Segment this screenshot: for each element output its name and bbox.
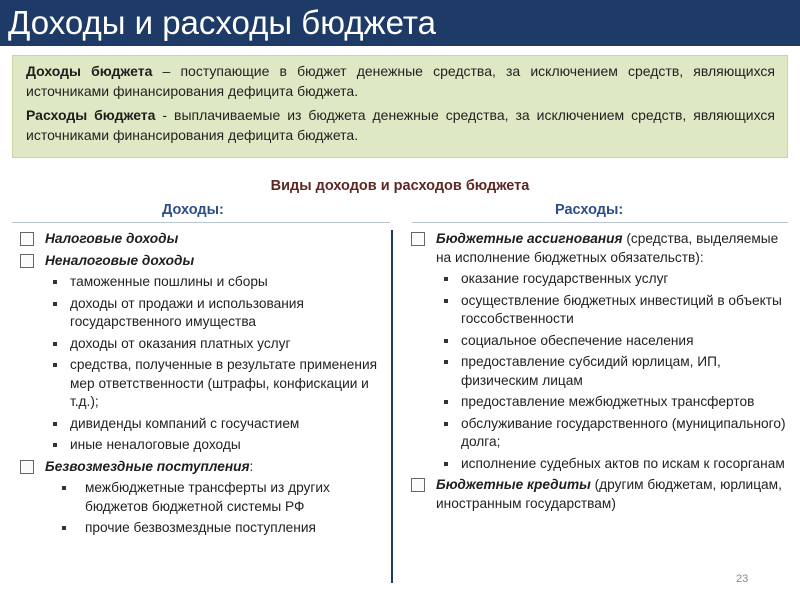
expense-definition-text: - выплачиваемые из бюджета денежные средства, за исключением средств, являющихся источниками финансирования дефицита бюджета. (26, 107, 775, 143)
list-item-text: межбюджетные трансферты из других бюджетов бюджетной системы РФ (85, 480, 330, 514)
page-title: Доходы и расходы бюджета (8, 4, 436, 41)
income-heading: Доходы: (162, 202, 224, 218)
list-item (411, 353, 794, 390)
list-item-text: осуществление бюджетных инвестиций в объекты госсобственности (461, 292, 782, 326)
section-title: Виды доходов и расходов бюджета (270, 178, 530, 194)
bullet-icon (53, 443, 57, 447)
definitions-box (12, 55, 788, 158)
income-category-label: Налоговые доходы (45, 231, 179, 246)
expense-category-note: (средства, выделяемые на исполнение бюджетных обязательств): (436, 231, 779, 265)
list-item-text: предоставление субсидий юрлицам, ИП, физическим лицам (461, 354, 721, 388)
income-term: Доходы бюджета (26, 63, 153, 79)
checkbox-icon (20, 232, 34, 246)
expense-term: Расходы бюджета (26, 107, 156, 123)
bullet-icon (444, 339, 448, 343)
income-definition (26, 61, 775, 101)
list-item-text: исполнение судебных актов по искам к госорганам (461, 455, 785, 471)
bullet-icon (53, 302, 57, 306)
expense-definition (26, 105, 775, 145)
title-bar (0, 0, 800, 46)
list-item-text: прочие безвозмездные поступления (85, 520, 316, 535)
bullet-icon (444, 360, 448, 364)
page-number: 23 (736, 573, 749, 585)
income-category-label: Неналоговые доходы (45, 252, 195, 268)
list-item-text: доходы от продажи и использования государственного имущества (70, 295, 304, 329)
bullet-icon (62, 486, 66, 490)
list-item (20, 519, 380, 538)
list-item-text: оказание государственных услуг (461, 271, 669, 286)
list-item (411, 455, 794, 474)
expense-category-label: Бюджетные кредиты (436, 477, 591, 492)
bullet-icon (53, 280, 57, 284)
bullet-icon (444, 299, 448, 303)
list-item-text: обслуживание государственного (муниципального) долга; (461, 415, 786, 449)
expense-category-note: (другим бюджетам, юрлицам, иностранным государствам) (436, 477, 782, 511)
income-category-label: Безвозмездные поступления (45, 458, 250, 474)
bullet-icon (444, 277, 448, 281)
list-item (20, 295, 380, 332)
list-item (20, 273, 380, 292)
list-item-text: иные неналоговые доходы (70, 437, 241, 452)
bullet-icon (62, 526, 66, 530)
income-category-nontax (20, 252, 380, 271)
checkbox-icon (411, 478, 425, 492)
list-item (411, 393, 794, 412)
bullet-icon (444, 400, 448, 404)
expense-heading-rule (412, 222, 788, 223)
income-category-suffix: : (249, 458, 254, 474)
list-item (411, 270, 794, 289)
income-heading-rule (12, 222, 390, 223)
income-category-gratuitous (20, 458, 380, 477)
list-item (20, 335, 380, 354)
income-category-tax (20, 230, 380, 249)
list-item-text: доходы от оказания платных услуг (70, 335, 291, 351)
column-divider (391, 230, 393, 583)
expense-category-appropriations (411, 230, 794, 267)
list-item (20, 415, 380, 434)
checkbox-icon (20, 460, 34, 474)
list-item (411, 292, 794, 329)
list-item (20, 436, 380, 455)
list-item-text: дивиденды компаний с госучастием (70, 415, 300, 431)
bullet-icon (53, 342, 57, 346)
list-item (20, 356, 380, 412)
checkbox-icon (411, 232, 425, 246)
list-item (20, 479, 380, 516)
list-item (411, 332, 794, 351)
income-column (20, 230, 380, 541)
income-definition-text: – поступающие в бюджет денежные средства, за исключением средств, являющихся источниками финансирования дефицита бюджета. (26, 63, 775, 99)
bullet-icon (53, 363, 57, 367)
expense-category-label: Бюджетные ассигнования (436, 231, 623, 246)
expense-heading: Расходы: (555, 202, 624, 218)
bullet-icon (444, 462, 448, 466)
checkbox-icon (20, 254, 34, 268)
list-item-text: социальное обеспечение населения (461, 332, 694, 348)
list-item-text: предоставление межбюджетных трансфертов (461, 394, 755, 409)
bullet-icon (53, 422, 57, 426)
expense-column (411, 230, 794, 516)
expense-category-credits (411, 476, 794, 513)
list-item-text: средства, полученные в результате применения мер ответственности (штрафы, конфискации и т.д.); (70, 357, 378, 409)
list-item-text: таможенные пошлины и сборы (70, 274, 268, 289)
list-item (411, 415, 794, 452)
bullet-icon (444, 422, 448, 426)
